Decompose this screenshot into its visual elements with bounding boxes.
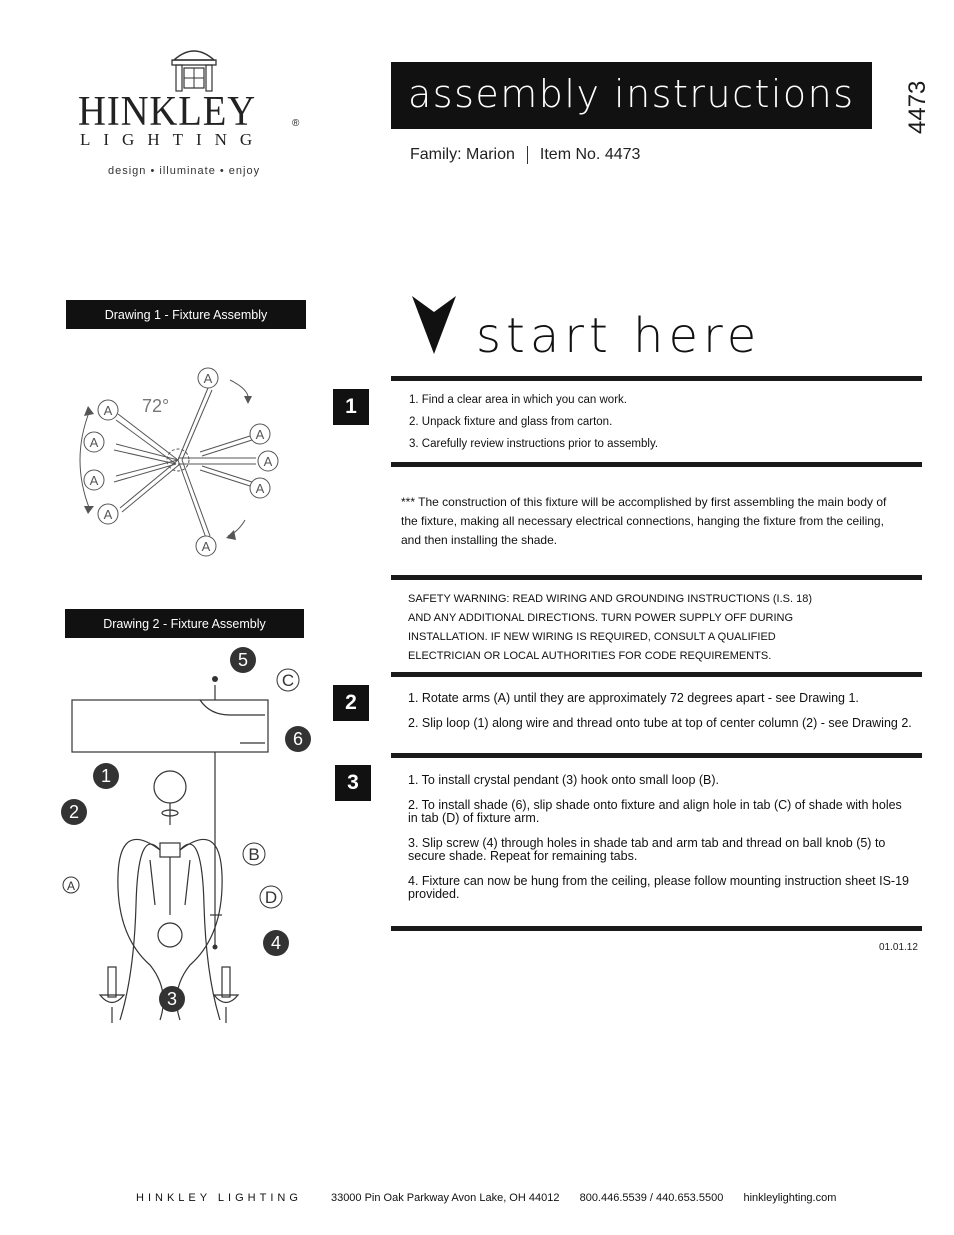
callout-b: B: [248, 845, 260, 864]
item-number-vertical: [880, 72, 940, 132]
list-item: 1. To install crystal pendant (3) hook onto small loop (B).: [408, 773, 720, 787]
family-line: [410, 146, 640, 164]
callout-1: 1: [100, 766, 112, 786]
safety-line: ELECTRICIAN OR LOCAL AUTHORITIES FOR CODE REQUIREMENTS.: [408, 650, 772, 662]
arm-label-a: A: [255, 481, 265, 496]
drawing-2-diagram: [60, 645, 330, 1035]
item-number: Item No. 4473: [539, 146, 641, 163]
step-2-list: [408, 692, 913, 742]
step-2-badge: 2: [333, 685, 369, 721]
arm-label-a: A: [263, 454, 273, 469]
callout-a: A: [66, 879, 76, 893]
logo-registered-mark: ®: [292, 118, 300, 129]
divider: [391, 753, 922, 758]
angle-label: 72°: [142, 396, 170, 416]
down-arrow-icon: [410, 296, 458, 356]
logo-tagline: design • illuminate • enjoy: [108, 165, 261, 177]
arm-label-a: A: [89, 435, 99, 450]
lantern-logo-icon: [164, 44, 224, 94]
callout-5: 5: [237, 650, 249, 670]
construction-note: *** The construction of this fixture will be accomplished by first assembling the main body of the fixture, making all necessary electrical connections, hanging the fixture from the ceiling, and then installing the shade.: [401, 495, 887, 547]
divider: [391, 462, 922, 467]
family-name: Family: Marion: [410, 146, 515, 163]
drawing-1-diagram: [60, 360, 300, 565]
list-item: 3. Carefully review instructions prior to assembly.: [409, 438, 659, 450]
list-item: 1. Rotate arms (A) until they are approximately 72 degrees apart - see Drawing 1.: [408, 691, 859, 705]
divider: [391, 376, 922, 381]
start-here-heading: start here: [476, 308, 762, 364]
hinkley-logo: [70, 40, 310, 190]
callout-6: 6: [292, 729, 304, 749]
list-item: 2. To install shade (6), slip shade onto fixture and align hole in tab (C) of shade with holes in tab (D) of fixture arm.: [408, 798, 902, 825]
drawing-1-label: Drawing 1 - Fixture Assembly: [66, 300, 306, 329]
arm-label-a: A: [203, 371, 213, 386]
arm-label-a: A: [103, 507, 113, 522]
date-code: 01.01.12: [879, 942, 918, 953]
item-number-vertical-text: 4473: [904, 80, 931, 134]
arm-label-a: A: [89, 473, 99, 488]
arm-label-a: A: [255, 427, 265, 442]
safety-line: AND ANY ADDITIONAL DIRECTIONS. TURN POWER SUPPLY OFF DURING: [408, 612, 794, 624]
callout-3: 3: [166, 989, 178, 1009]
footer-brand: HINKLEY LIGHTING: [136, 1192, 302, 1204]
list-item: 4. Fixture can now be hung from the ceiling, please follow mounting instruction sheet IS-19 provided.: [408, 874, 909, 901]
step-1-badge: 1: [333, 389, 369, 425]
callout-2: 2: [68, 802, 80, 822]
callout-4: 4: [270, 933, 282, 953]
safety-warning: [408, 590, 888, 666]
list-item: 1. Find a clear area in which you can work.: [409, 394, 627, 406]
drawing-2-label: Drawing 2 - Fixture Assembly: [65, 609, 304, 638]
logo-wordmark: HINKLEY: [78, 89, 257, 135]
list-item: 2. Slip loop (1) along wire and thread onto tube at top of center column (2) - see Drawing 2.: [408, 716, 912, 730]
step-1-list: [409, 389, 909, 455]
divider: [391, 926, 922, 931]
title-bar: [391, 62, 872, 129]
footer-website[interactable]: hinkleylighting.com: [743, 1192, 837, 1204]
callout-d: D: [264, 888, 278, 907]
list-item: 2. Unpack fixture and glass from carton.: [409, 416, 613, 428]
divider: [391, 672, 922, 677]
safety-line: SAFETY WARNING: READ WIRING AND GROUNDING INSTRUCTIONS (I.S. 18): [408, 593, 812, 605]
family-divider: [527, 146, 528, 164]
page-title: assembly instructions: [408, 72, 855, 116]
safety-line: INSTALLATION. IF NEW WIRING IS REQUIRED, CONSULT A QUALIFIED: [408, 631, 776, 643]
list-item: 3. Slip screw (4) through holes in shade tab and arm tab and thread on ball knob (5) to secure shade. Repeat for remaining tabs.: [408, 836, 886, 863]
step-3-badge: 3: [335, 765, 371, 801]
arm-label-a: A: [103, 403, 113, 418]
callout-c: C: [281, 671, 295, 690]
divider: [391, 575, 922, 580]
step-3-list: [408, 774, 913, 913]
footer: [136, 1192, 836, 1204]
arm-label-a: A: [201, 539, 211, 554]
footer-phone: 800.446.5539 / 440.653.5500: [579, 1192, 724, 1204]
footer-address: 33000 Pin Oak Parkway Avon Lake, OH 44012: [330, 1192, 560, 1204]
logo-subline: LIGHTING: [80, 130, 266, 149]
